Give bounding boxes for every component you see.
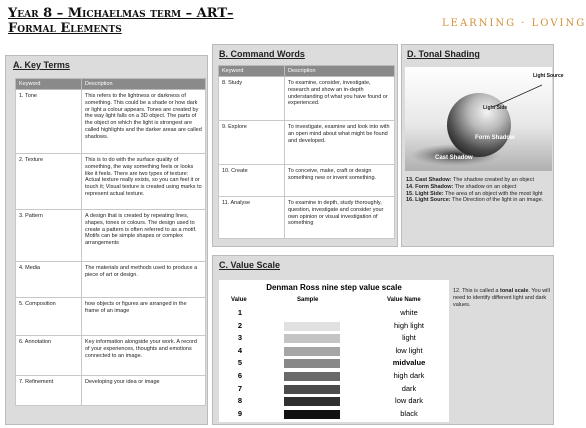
col-keyword: Keyword: [219, 66, 285, 77]
key-term-description: Key information alongside your work. A record of your experiences, thoughts and emotions connected to an image.: [82, 336, 206, 376]
value-name: low dark: [395, 396, 423, 406]
value-name: white: [400, 308, 418, 317]
value-sample-swatch: [284, 385, 340, 394]
col-value: Value: [231, 297, 247, 303]
tonal-scale-note: [453, 288, 551, 308]
value-scale-row: [219, 320, 449, 333]
command-word-row: [219, 165, 395, 197]
key-term-keyword: 1. Tone: [16, 90, 82, 154]
key-term-row: [16, 336, 206, 376]
command-words-panel: [212, 44, 398, 247]
command-word-keyword: 11. Analyse: [219, 197, 285, 239]
value-scale-chart: [219, 280, 449, 422]
tonal-note-term: 16. Light Source:: [406, 197, 451, 204]
key-term-description: The materials and methods used to produce a piece of art or design.: [82, 262, 206, 298]
value-sample-swatch: [284, 397, 340, 406]
sphere-illustration: [405, 67, 564, 171]
value-name: high dark: [393, 371, 425, 380]
tonal-note: [406, 177, 552, 184]
value-sample-swatch: [284, 322, 340, 331]
key-term-keyword: 6. Annotation: [16, 336, 82, 376]
col-sample: Sample: [297, 297, 319, 303]
value-name: midvalue: [392, 358, 426, 368]
command-word-row: [219, 77, 395, 121]
key-term-description: This refers to the lightness or darkness of something. This could be a shade or how dark or light a colour appears. Tones are created by the way light falls on a 3D object. The parts of the object on which the light is strongest are called highlights and the darker areas are called shadows.: [82, 90, 206, 154]
key-term-keyword: 4. Media: [16, 262, 82, 298]
col-description: Description: [285, 66, 395, 77]
value-sample-swatch: [284, 372, 340, 381]
key-term-row: [16, 210, 206, 262]
value-number: 4: [237, 345, 243, 355]
value-number: 1: [237, 308, 243, 317]
command-words-table: [218, 65, 395, 239]
value-scale-title: Denman Ross nine step value scale: [266, 283, 402, 292]
command-word-description: To conceive, make, craft or design something new or invent something.: [285, 165, 395, 197]
key-term-row: [16, 376, 206, 406]
page-title-line1: Year 8 – Michaelmas term – ART–: [8, 6, 234, 21]
tonal-note-text: The area of an object with the most light: [443, 190, 543, 197]
key-term-description: Developing your idea or image: [82, 376, 206, 406]
command-word-description: To investigate, examine and look into with an open mind about what might be found and developed.: [285, 121, 395, 165]
tonal-shading-panel: [401, 44, 564, 247]
value-sample-swatch: [284, 410, 340, 419]
command-word-keyword: 9. Explore: [219, 121, 285, 165]
value-name: high light: [393, 320, 425, 330]
value-scale-row: [219, 345, 449, 358]
value-name: light: [402, 333, 416, 343]
value-sample-swatch: [284, 309, 340, 318]
label-light-side: Light Side: [483, 105, 508, 111]
value-sample-swatch: [284, 359, 340, 368]
tonal-note: [406, 191, 552, 198]
value-number: 8: [237, 396, 243, 406]
command-word-row: [219, 197, 395, 239]
tonal-note-text: The shadow created by an object: [451, 177, 534, 183]
tonal-note-text: The Direction of the light in an image.: [450, 197, 544, 204]
value-number: 6: [237, 371, 243, 380]
key-term-row: [16, 298, 206, 336]
tonal-scale-note-term: tonal scale: [499, 288, 529, 294]
tonal-scale-note-suffix: . You will need to identify different light and dark values.: [453, 288, 550, 308]
value-sample-swatch: [284, 334, 340, 343]
value-name: dark: [401, 383, 417, 393]
value-scale-row: [219, 383, 449, 396]
key-term-keyword: 3. Pattern: [16, 210, 82, 262]
key-term-keyword: 7. Refinement: [16, 376, 82, 406]
value-scale-row: [219, 370, 449, 383]
col-description: Description: [82, 79, 206, 90]
value-scale-row: [219, 357, 449, 370]
key-term-description: This is to do with the surface quality of something, the way something feels or looks like it feels. There are two types of texture: Actual texture really exists, so you can feel it or touch it; Visual texture is created using marks to represent actual texture.: [82, 154, 206, 210]
value-scale-row: [219, 307, 449, 320]
label-light-source: Light Source: [533, 73, 564, 79]
key-term-row: [16, 154, 206, 210]
value-scale-row: [219, 332, 449, 345]
command-word-description: To examine in depth, study thoroughly, question, investigate and consider your own opinion or visual investigation of something: [285, 197, 395, 239]
value-name: low light: [395, 345, 423, 355]
label-form-shadow: Form Shadow: [475, 135, 515, 141]
col-keyword: Keyword: [16, 79, 82, 90]
value-scale-panel: [212, 255, 554, 425]
key-terms-table: [15, 78, 206, 406]
value-number: 7: [237, 383, 243, 393]
key-term-keyword: 5. Composition: [16, 298, 82, 336]
value-scale-heading: C. Value Scale: [219, 260, 281, 270]
key-term-description: A design that is created by repeating lines, shapes, tones or colours. The design used to create a pattern is often referred to as a motif. Motifs can be simple shapes or complex arrangements: [82, 210, 206, 262]
value-number: 5: [237, 358, 243, 368]
value-sample-swatch: [284, 347, 340, 356]
tonal-note-text: The shadow on an object: [453, 183, 517, 190]
command-words-heading: B. Command Words: [219, 49, 305, 59]
logo-text: LEARNING · LOVING: [442, 17, 586, 29]
command-word-keyword: 10. Create: [219, 165, 285, 197]
key-term-description: how objects or figures are arranged in the frame of an image: [82, 298, 206, 336]
label-cast-shadow: Cast Shadow: [435, 155, 473, 161]
tonal-note: [406, 184, 552, 191]
page-title-line2: Formal Elements: [8, 21, 122, 36]
key-term-row: [16, 90, 206, 154]
value-number: 9: [237, 408, 243, 418]
tonal-note-term: 14. Form Shadow:: [406, 183, 454, 190]
tonal-shading-heading: D. Tonal Shading: [407, 49, 480, 59]
tonal-scale-note-prefix: 12. This is called a: [453, 288, 500, 294]
value-number: 3: [237, 333, 243, 343]
page-title: [8, 6, 278, 36]
key-term-keyword: 2. Texture: [16, 154, 82, 210]
tonal-shading-notes: [406, 177, 552, 204]
value-number: 2: [237, 320, 243, 330]
command-word-row: [219, 121, 395, 165]
tonal-note: [406, 197, 552, 204]
command-word-keyword: 8. Study: [219, 77, 285, 121]
value-scale-row: [219, 395, 449, 408]
key-term-row: [16, 262, 206, 298]
school-logo: [436, 8, 586, 38]
value-name: black: [400, 408, 418, 418]
key-terms-heading: A. Key Terms: [13, 60, 70, 70]
col-value-name: Value Name: [387, 297, 421, 303]
command-word-description: To examine, consider, investigate, research and show an in-depth understanding of what you have found or experienced.: [285, 77, 395, 121]
value-scale-row: [219, 408, 449, 421]
shaded-sphere-image: [405, 67, 564, 171]
tonal-note-term: 13. Cast Shadow:: [406, 177, 452, 183]
tonal-note-term: 15. Light Side:: [406, 190, 444, 197]
key-terms-panel: [5, 55, 208, 425]
